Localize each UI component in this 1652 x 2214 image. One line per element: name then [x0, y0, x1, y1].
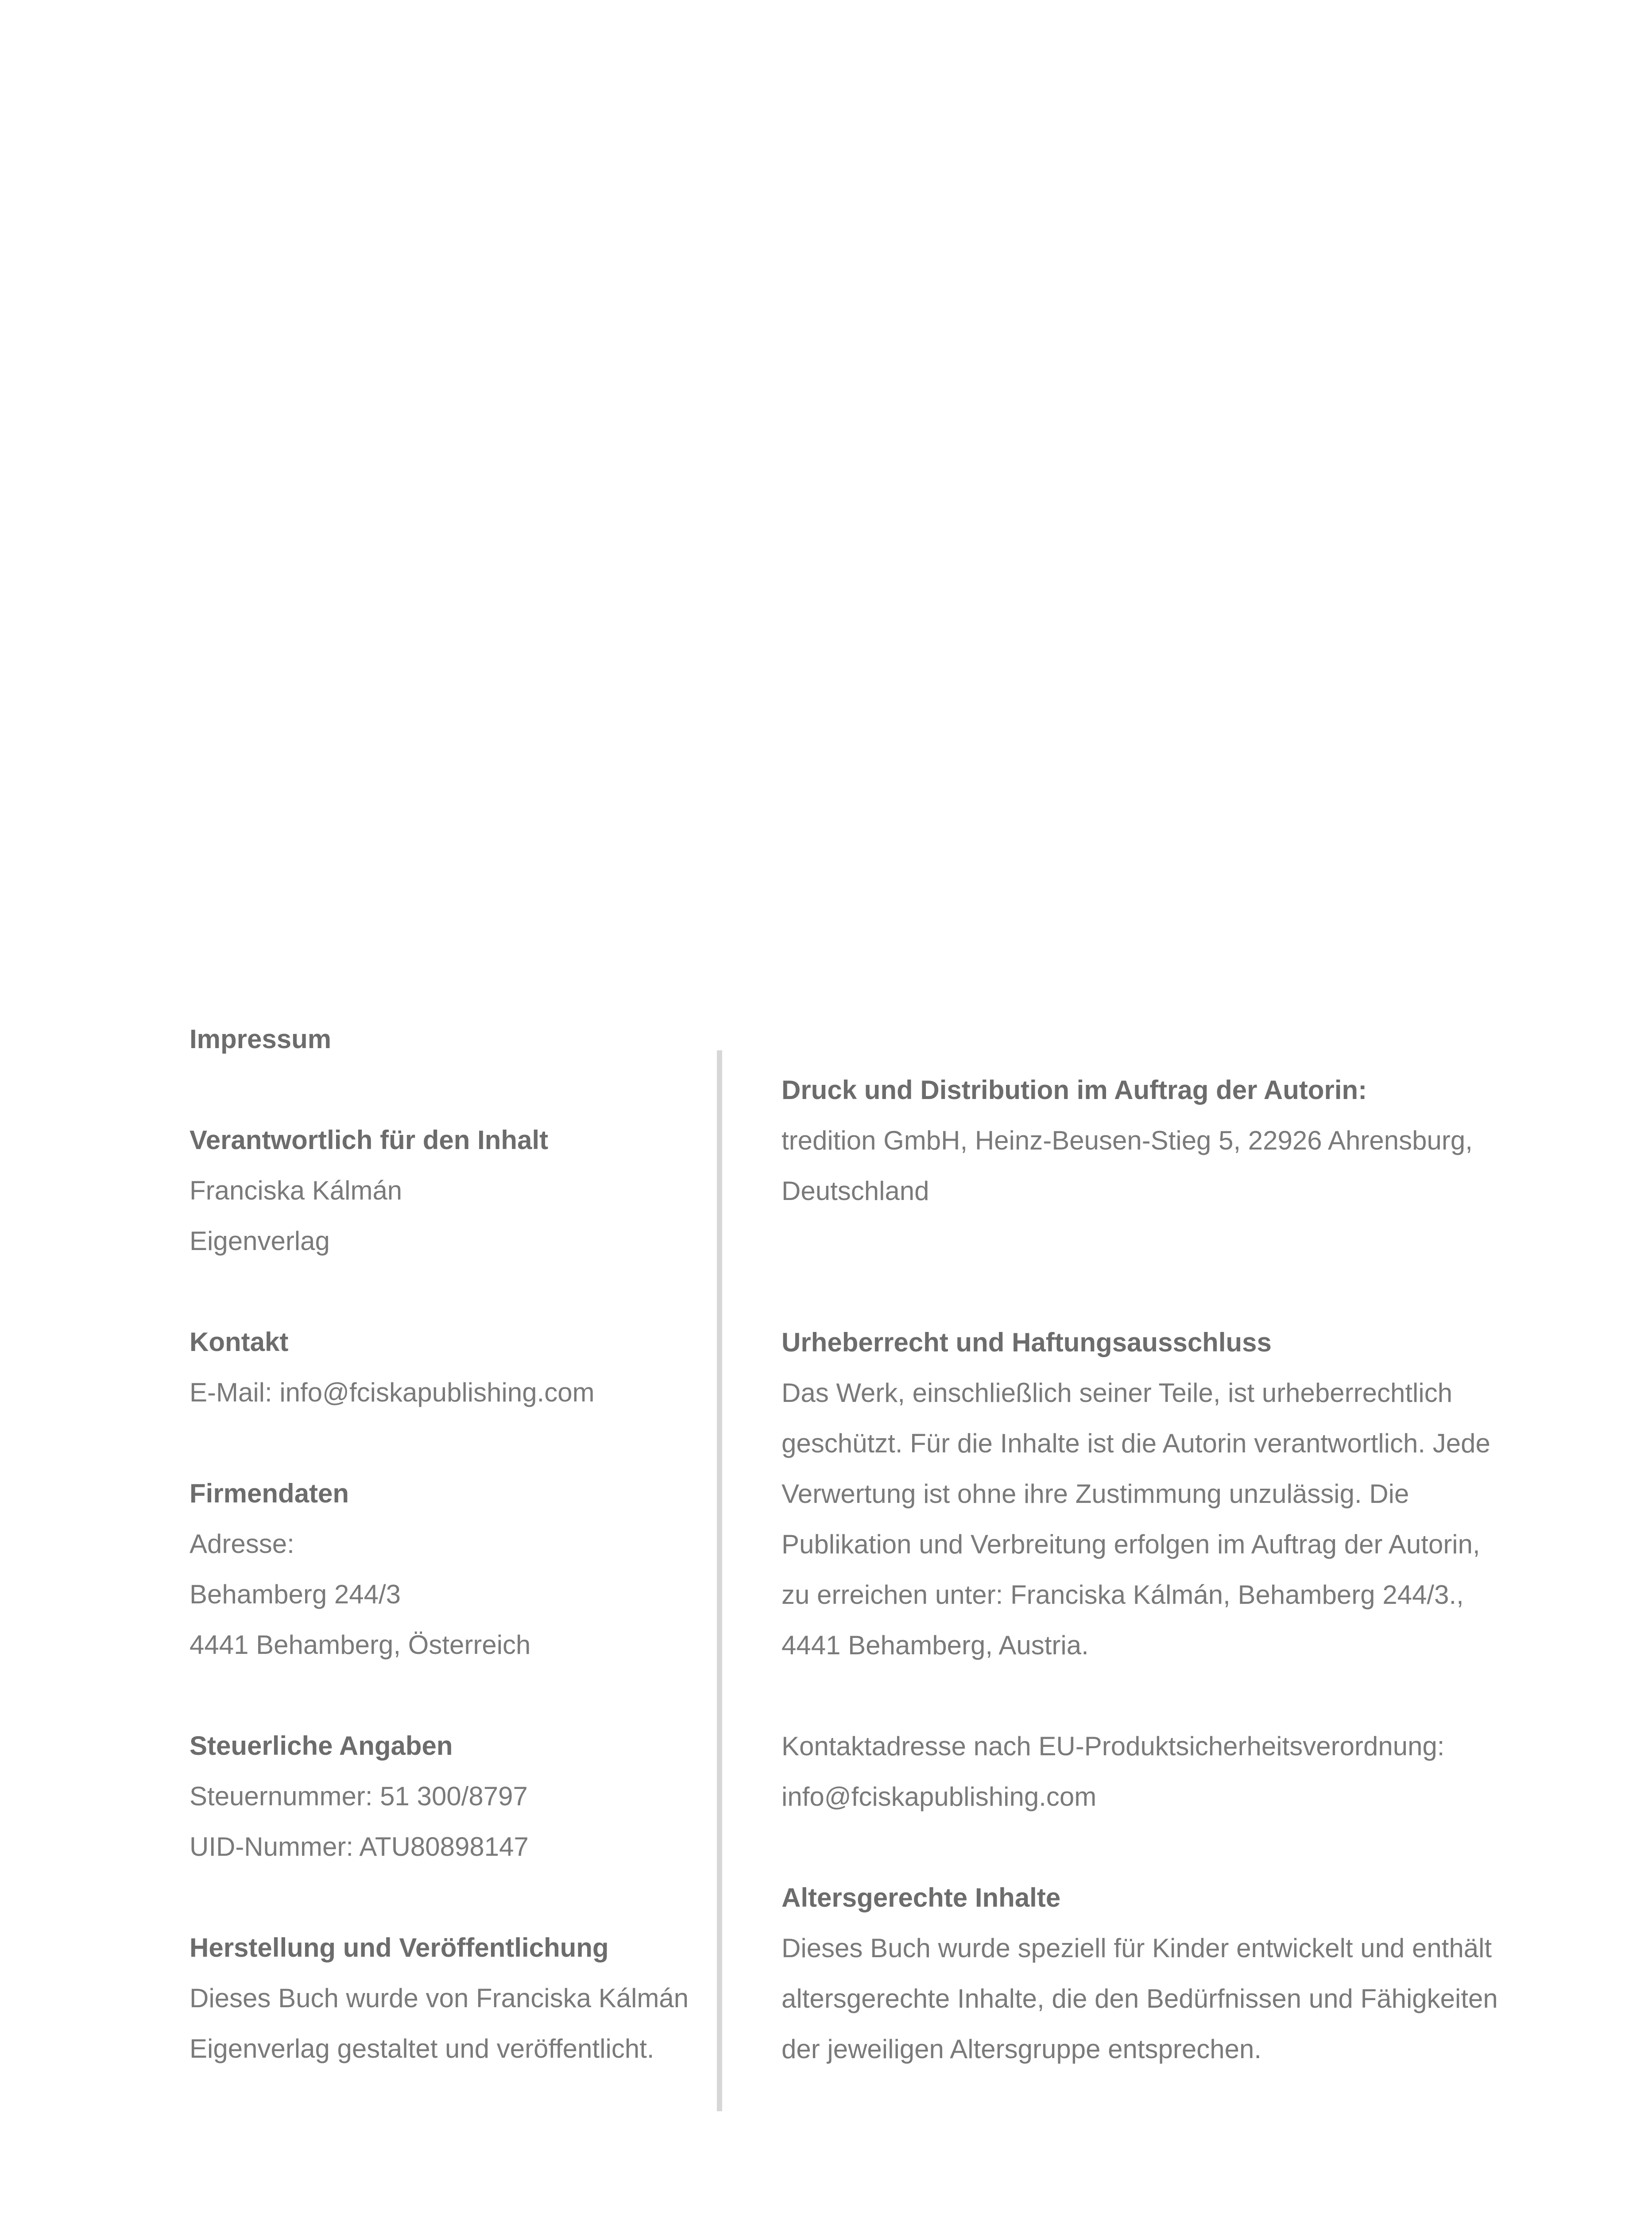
alter-text-line: der jeweiligen Altersgruppe entsprechen. — [782, 2034, 1262, 2064]
alter-text-line: altersgerechte Inhalte, die den Bedürfnissen und Fähigkeiten — [782, 1984, 1498, 2013]
urheber-text-line: 4441 Behamberg, Austria. — [782, 1630, 1089, 1660]
impressum-title: Impressum — [190, 1024, 332, 1054]
urheber-heading: Urheberrecht und Haftungsausschluss — [782, 1328, 1272, 1357]
firmendaten-heading: Firmendaten — [190, 1479, 349, 1508]
spacer — [190, 1064, 694, 1115]
firmendaten-address-label: Adresse: — [190, 1529, 294, 1559]
produktsicherheit-text: Kontaktadresse nach EU-Produktsicherheitsverordnung: — [782, 1731, 1445, 1761]
kontakt-email: E-Mail: info@fciskapublishing.com — [190, 1378, 595, 1407]
urheber-text-line: Verwertung ist ohne ihre Zustimmung unzulässig. Die — [782, 1479, 1409, 1509]
spacer — [190, 1872, 694, 1923]
spacer — [190, 1670, 694, 1721]
steuer-nummer: Steuernummer: 51 300/8797 — [190, 1781, 528, 1811]
herstellung-text-line: Eigenverlag gestaltet und veröffentlicht. — [190, 2034, 654, 2063]
firmendaten-city: 4441 Behamberg, Österreich — [190, 1630, 531, 1660]
druck-country: Deutschland — [782, 1176, 929, 1206]
impressum-right-column — [782, 1065, 1561, 2075]
verantwortlich-verlag: Eigenverlag — [190, 1226, 330, 1256]
spacer — [190, 1266, 694, 1317]
urheber-text-line: Publikation und Verbreitung erfolgen im Auftrag der Autorin, — [782, 1529, 1480, 1559]
druck-address-line: tredition GmbH, Heinz-Beusen-Stieg 5, 22926 Ahrensburg, — [782, 1126, 1473, 1155]
urheber-text-line: zu erreichen unter: Franciska Kálmán, Behamberg 244/3., — [782, 1580, 1464, 1610]
spacer — [782, 1671, 1561, 1721]
alter-heading: Altersgerechte Inhalte — [782, 1883, 1061, 1912]
impressum-left-column — [190, 1014, 694, 2074]
urheber-text-line: geschützt. Für die Inhalte ist die Autorin verantwortlich. Jede — [782, 1428, 1490, 1458]
steuer-heading: Steuerliche Angaben — [190, 1731, 453, 1761]
verantwortlich-name: Franciska Kálmán — [190, 1176, 402, 1205]
column-divider — [717, 1050, 722, 2111]
produktsicherheit-email: info@fciskapublishing.com — [782, 1782, 1097, 1811]
druck-heading: Druck und Distribution im Auftrag der Autorin: — [782, 1075, 1367, 1105]
kontakt-heading: Kontakt — [190, 1327, 289, 1357]
uid-nummer: UID-Nummer: ATU80898147 — [190, 1832, 529, 1862]
herstellung-heading: Herstellung und Veröffentlichung — [190, 1933, 609, 1962]
urheber-text-line: Das Werk, einschließlich seiner Teile, ist urheberrechtlich — [782, 1378, 1453, 1408]
spacer — [190, 1418, 694, 1468]
herstellung-text-line: Dieses Buch wurde von Franciska Kálmán — [190, 1983, 689, 2013]
alter-text-line: Dieses Buch wurde speziell für Kinder entwickelt und enthält — [782, 1933, 1492, 1963]
spacer — [782, 1216, 1561, 1317]
verantwortlich-heading: Verantwortlich für den Inhalt — [190, 1125, 549, 1155]
spacer — [782, 1822, 1561, 1873]
firmendaten-street: Behamberg 244/3 — [190, 1579, 401, 1609]
